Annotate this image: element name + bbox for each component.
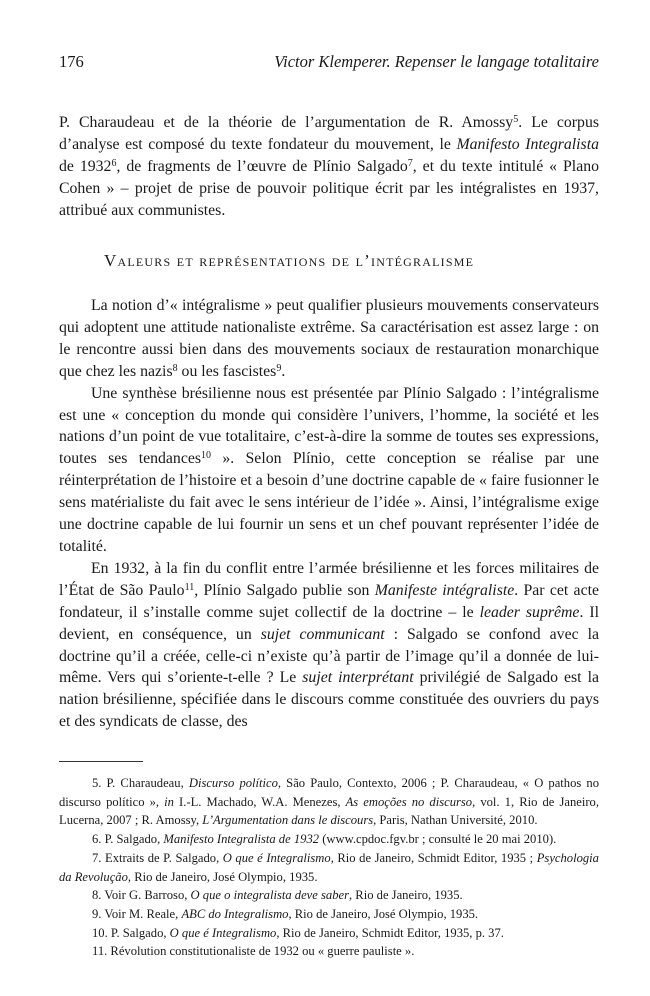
footnote-6: 6. P. Salgado, Manifesto Integralista de 1932 (www.cpdoc.fgv.br ; consulté le 20 mai 2010).: [92, 832, 557, 847]
paragraph-3: En 1932, à la fin du conflit entre l’armée brésilienne et les forces militaires de l’État de São Paulo$^{11}$, Plínio Salgado publie son Manifeste intégraliste. Par cet acte fondateur, il s’installe comme sujet collectif de la doctrine – le leader suprême. Il devient, en conséquence, un sujet communicant : Salgado se confond avec la doctrine qu’il a créée, celle-ci n’existe qu’à partir de l’image qu’il a donnée de lui-même. Vers qui s’oriente-t-elle ? Le sujet interprétant privilégié de Salgado est la nation brésilienne, spécifiée dans le discours comme constituée des ouvriers du pays et des syndicats de classe, des: [59, 559, 599, 731]
footnote-11: 11. Révolution constitutionaliste de 1932 ou « guerre pauliste ».: [92, 944, 415, 959]
footnote-ref-10[interactable]: 10: [201, 450, 211, 462]
footnote-7: 7. Extraits de P. Salgado, O que é Integralismo, Rio de Janeiro, Schmidt Editor, 1935 ; Psychologia da Revolução, Rio de Janeiro, José Olympio, 1935.: [59, 850, 599, 884]
footnotes: [59, 774, 599, 961]
footnote-5: 5. P. Charaudeau, Discurso político, São Paulo, Contexto, 2006 ; P. Charaudeau, « O pathos no discurso político », in I.-L. Machado, W.A. Menezes, As emoções no discurso, vol. 1, Rio de Janeiro, Lucerna, 2007 ; R. Amossy, L’Argumentation dans le discours, Paris, Nathan Université, 2010.: [59, 776, 599, 828]
footnote-ref-6[interactable]: 6: [111, 157, 117, 169]
footnote-ref-9[interactable]: 9: [276, 362, 282, 374]
section-heading: Valeurs et représentations de l’intégralisme: [104, 251, 475, 270]
intro-paragraph: [59, 112, 599, 222]
page-number: 176: [59, 52, 84, 71]
footnote-10: 10. P. Salgado, O que é Integralismo, Rio de Janeiro, Schmidt Editor, 1935, p. 37.: [92, 925, 504, 940]
footnote-separator: [59, 761, 143, 762]
footnote-ref-5[interactable]: 5: [513, 114, 519, 125]
paragraph-2: Une synthèse brésilienne nous est présentée par Plínio Salgado : l’intégralisme est une « conception du monde qui considère l’univers, l’homme, la société et les nations d’un point de vue totalitaire, c’est-à-dire la somme de toutes ses expressions, toutes ses tendances$^{10}$ ». Selon Plínio, cette conception se réalise par une réinterprétation de l’histoire et a besoin d’une doctrine capable de « faire fusionner le sens matérialiste du fait avec le sens intérieur de l’idée ». Ainsi, l’intégralisme exige une doctrine capable de lui fournir un sens et un chef pouvant représenter l’idée de totalité.: [59, 384, 600, 555]
paragraph-1: La notion d’« intégralisme » peut qualifier plusieurs mouvements conservateurs qui adoptent une attitude nationaliste extrême. Sa caractérisation est assez large : on le rencontre aussi bien dans des mouvements sociaux de restauration monarchique que chez les nazis$^8$ ou les fascistes$^9$.: [59, 297, 599, 380]
running-title: Victor Klemperer. Repenser le langage totalitaire: [274, 52, 599, 71]
intro-text: P. Charaudeau et de la théorie de l’argumentation de R. Amossy$^5$. Le corpus d’analyse est composé du texte fondateur du mouvement, le Manifesto Integralista de 1932$^6$, de fragments de l’œuvre de Plínio Salgado$^7$, et du texte intitulé « Plano Cohen » – projet de prise de pouvoir politique écrit par les intégralistes en 1937, attribué aux communistes.: [59, 114, 600, 219]
section-body: [59, 295, 599, 733]
running-header: [59, 52, 599, 74]
footnote-ref-7[interactable]: 7: [407, 157, 413, 169]
footnote-ref-11[interactable]: 11: [184, 581, 195, 593]
footnote-9: 9. Voir M. Reale, ABC do Integralismo, Rio de Janeiro, José Olympio, 1935.: [92, 906, 479, 921]
footnote-ref-8[interactable]: 8: [172, 362, 178, 374]
footnote-8: 8. Voir G. Barroso, O que o integralista deve saber, Rio de Janeiro, 1935.: [92, 888, 463, 903]
